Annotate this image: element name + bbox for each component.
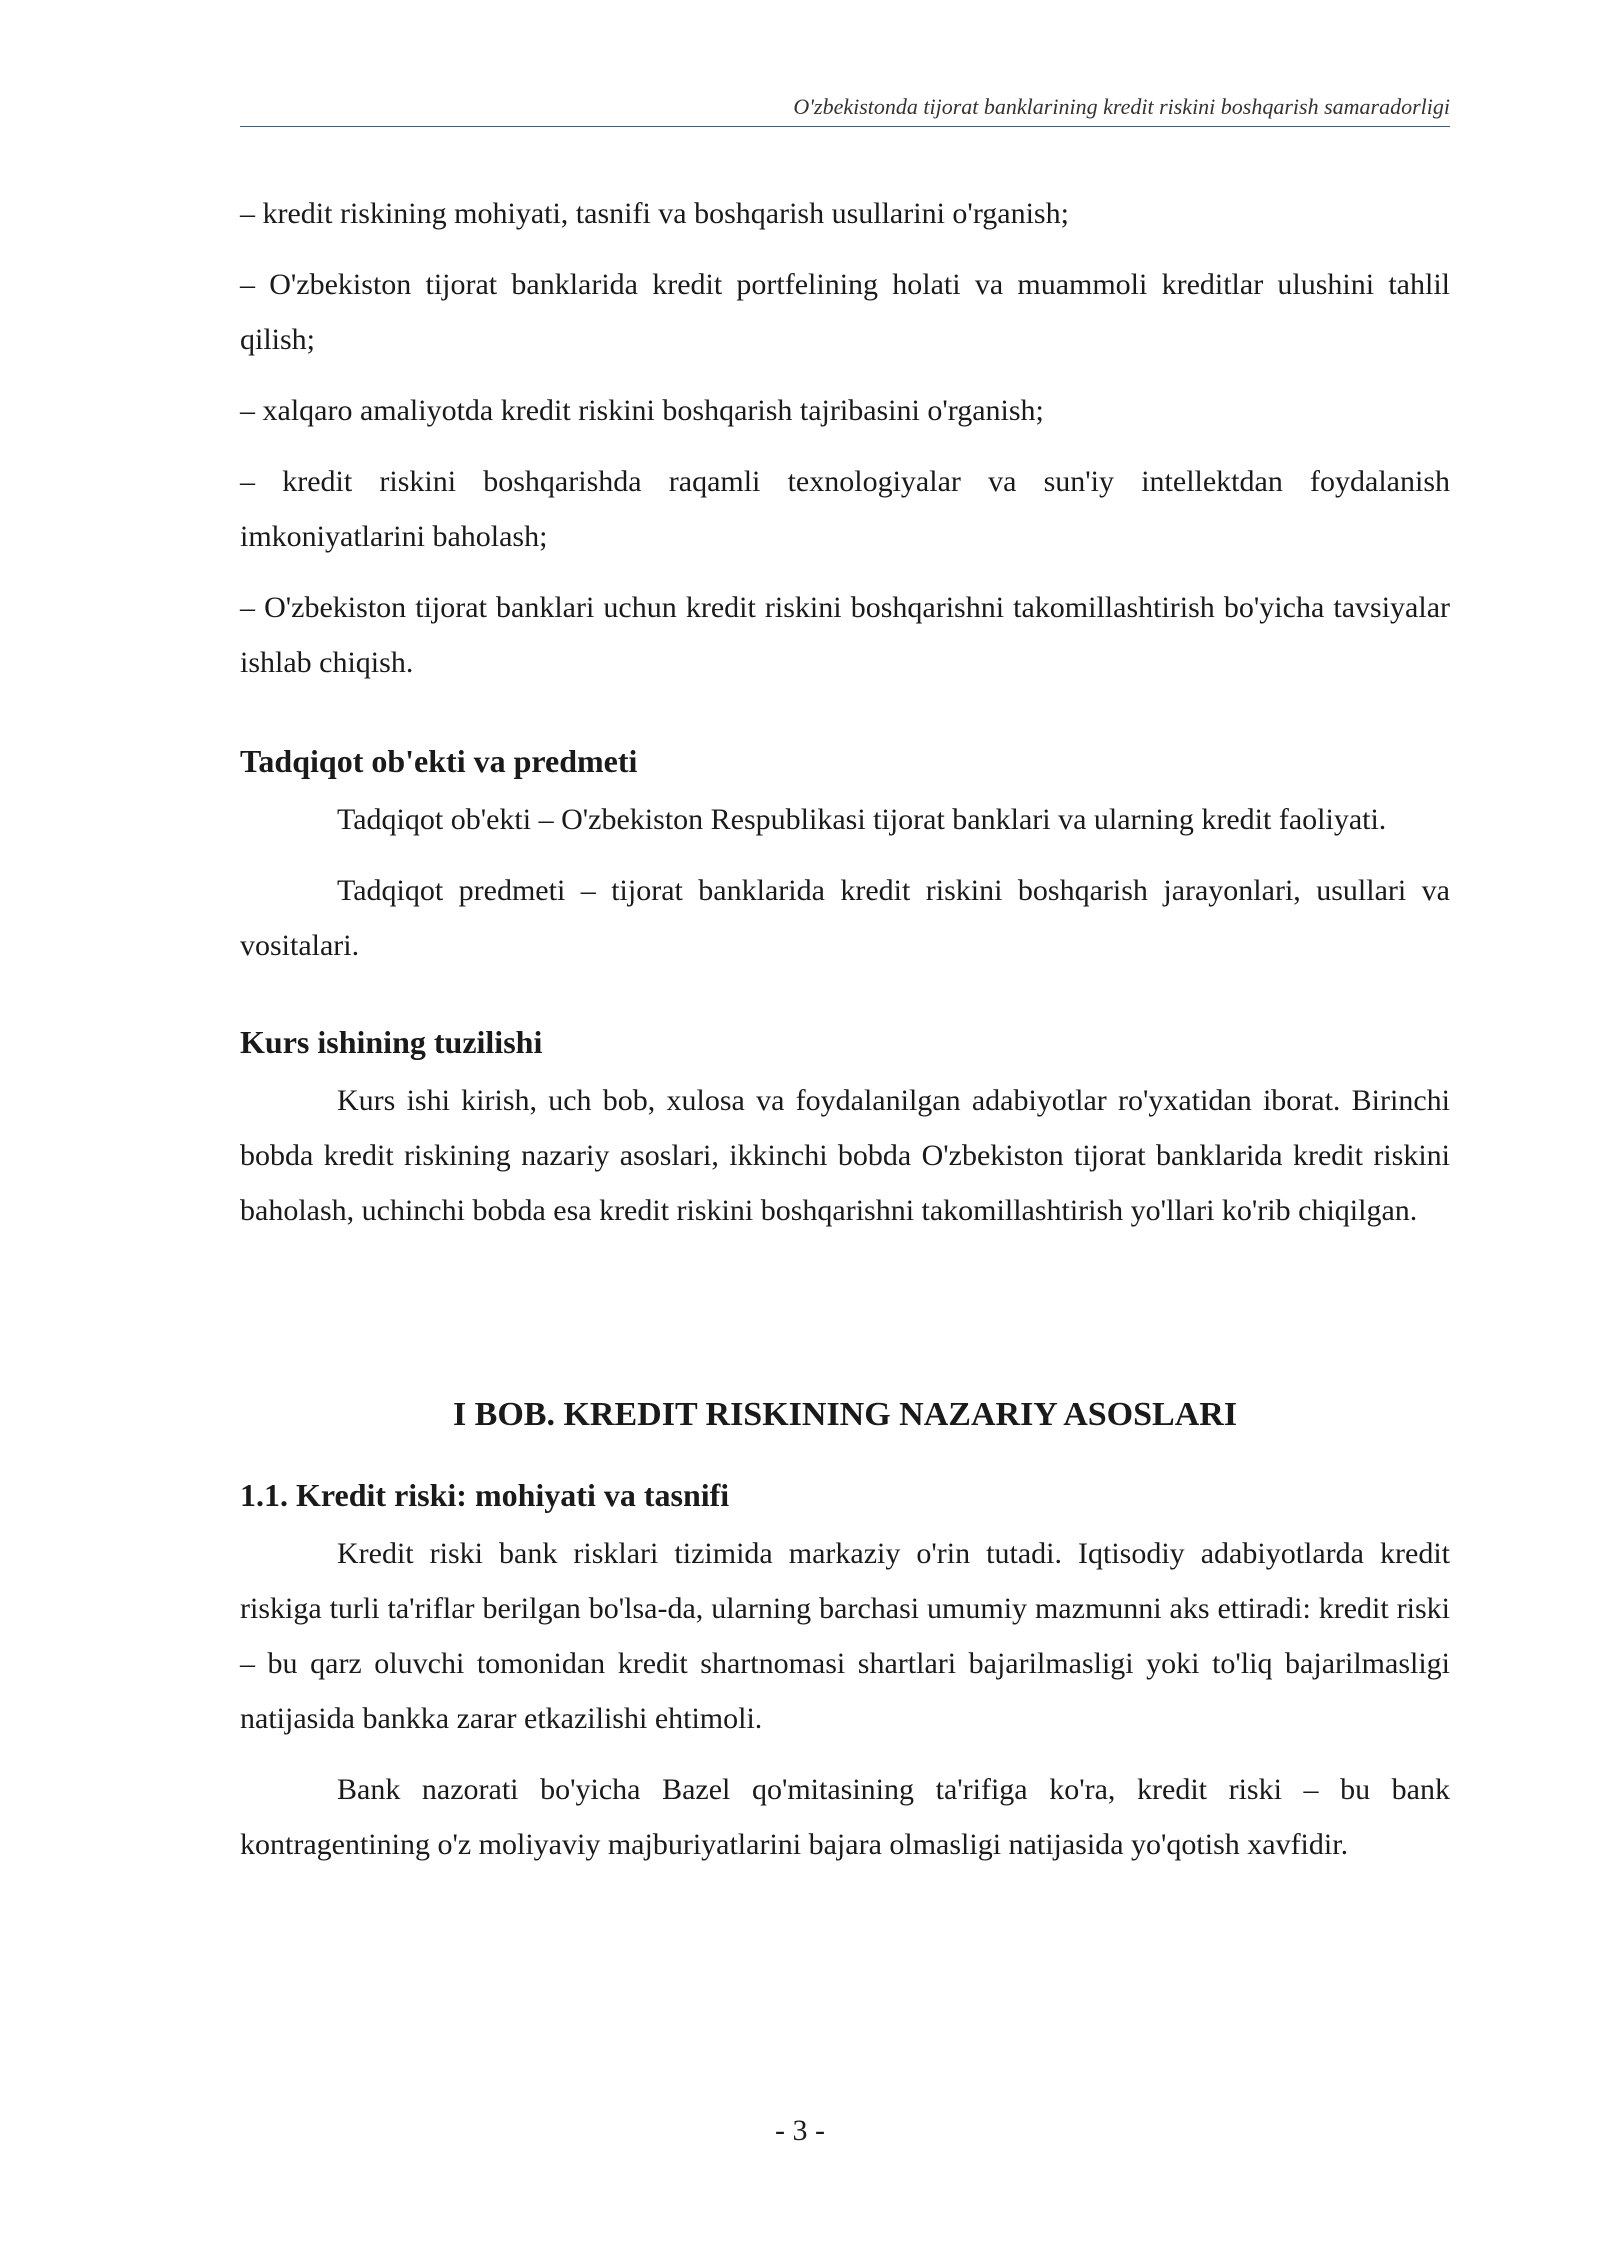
task-item: – kredit riskining mohiyati, tasnifi va boshqarish usullarini o'rganish;	[240, 197, 1069, 230]
chapter-title: I BOB. KREDIT RISKINING NAZARIY ASOSLARI	[452, 1396, 1238, 1433]
subject-paragraph: Tadqiqot predmeti – tijorat banklarida kredit riskini boshqarish jarayonlari, usullari va vositalari.	[240, 874, 1450, 962]
page-content	[240, 186, 1450, 1872]
structure-paragraph: Kurs ishi kirish, uch bob, xulosa va foydalanilgan adabiyotlar ro'yxatidan iborat. Birinchi bobda kredit riskining nazariy asoslari, ikkinchi bobda O'zbekiston tijorat banklarida kredit riskini baholash, uchinchi bobda esa kredit riskini boshqarishni takomillashtirish yo'llari ko'rib chiqilgan.	[240, 1084, 1450, 1227]
section-heading: 1.1. Kredit riski: mohiyati va tasnifi	[240, 1477, 730, 1513]
structure-heading: Kurs ishining tuzilishi	[240, 1024, 543, 1060]
body-paragraph: Kredit riski bank risklari tizimida markaziy o'rin tutadi. Iqtisodiy adabiyotlarda kredit riskiga turli ta'riflar berilgan bo'lsa-da, ularning barchasi umumiy mazmunni aks ettiradi: kredit riski – bu qarz oluvchi tomonidan kredit shartnomasi shartlari bajarilmasligi yoki to'liq bajarilmasligi natijasida bankka zarar etkazilishi ehtimoli.	[240, 1537, 1450, 1735]
task-item: – O'zbekiston tijorat banklari uchun kredit riskini boshqarishni takomillashtirish bo'yicha tavsiyalar ishlab chiqish.	[240, 591, 1450, 679]
task-item: – kredit riskini boshqarishda raqamli texnologiyalar va sun'iy intellektdan foydalanish imkoniyatlarini baholash;	[240, 465, 1450, 553]
running-title: O'zbekistonda tijorat banklarining kredit riskini boshqarish samaradorligi	[793, 94, 1450, 119]
page-header	[240, 92, 1450, 127]
task-item: – xalqaro amaliyotda kredit riskini boshqarish tajribasini o'rganish;	[240, 394, 1044, 427]
object-paragraph: Tadqiqot ob'ekti – O'zbekiston Respublikasi tijorat banklari va ularning kredit faoliyati.	[337, 803, 1387, 836]
object-heading: Tadqiqot ob'ekti va predmeti	[240, 743, 638, 779]
page-number: - 3 -	[775, 2114, 825, 2147]
task-list	[240, 186, 1450, 690]
task-item: – O'zbekiston tijorat banklarida kredit portfelining holati va muammoli kreditlar ulushini tahlil qilish;	[240, 268, 1450, 356]
body-paragraph: Bank nazorati bo'yicha Bazel qo'mitasining ta'rifiga ko'ra, kredit riski – bu bank kontragentining o'z moliyaviy majburiyatlarini bajara olmasligi natijasida yo'qotish xavfidir.	[240, 1773, 1450, 1861]
